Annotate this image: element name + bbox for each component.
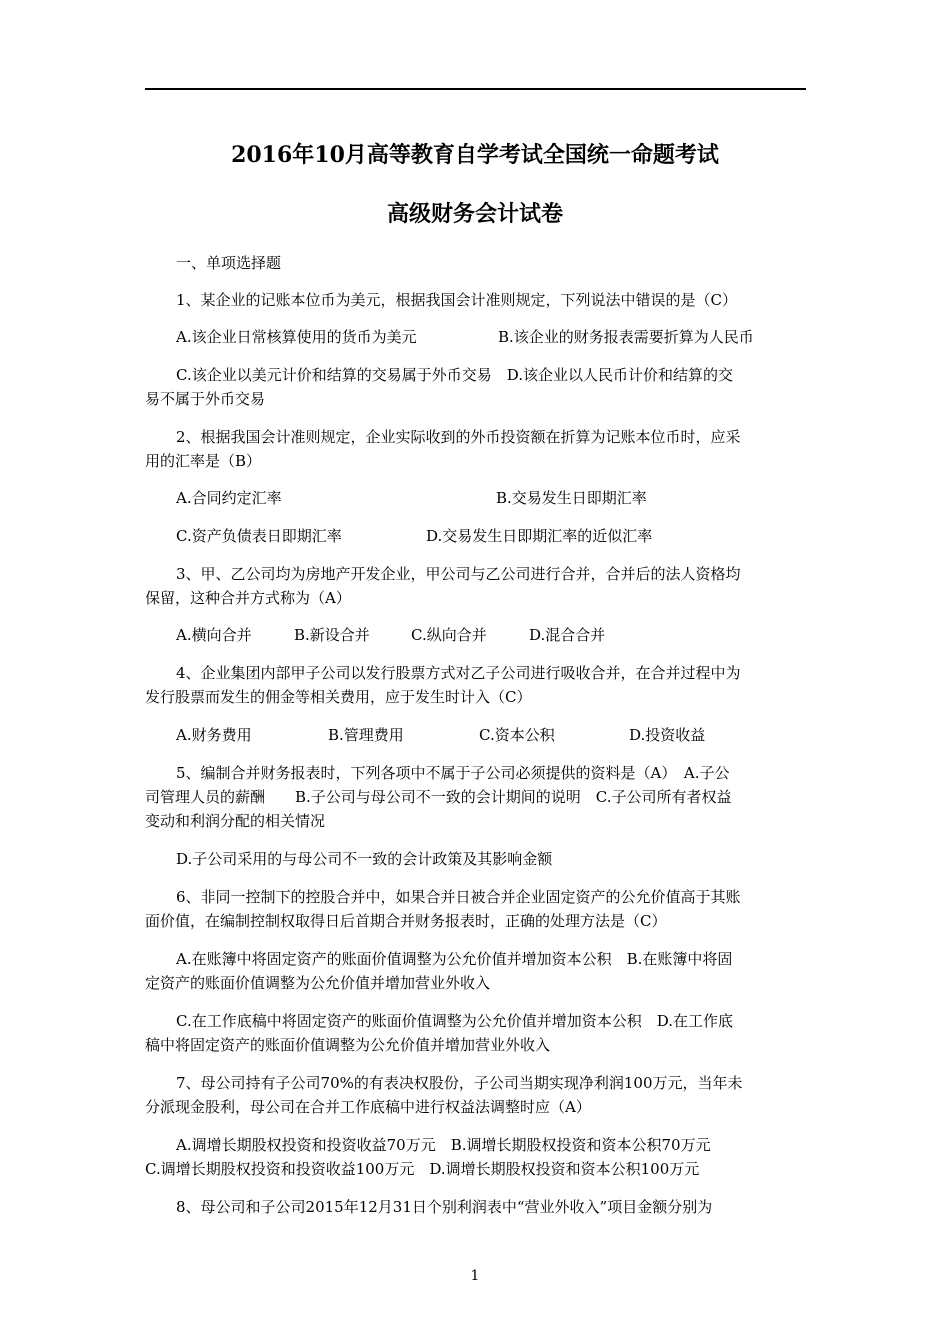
question-4-line1: 4、企业集团内部甲子公司以发行股票方式对乙子公司进行吸收合并，在合并过程中为 [176, 664, 741, 682]
option-3a: A.横向合并 [176, 626, 252, 644]
options-1cd-line2: 易不属于外币交易 [145, 390, 266, 408]
option-4a: A.财务费用 [176, 726, 252, 744]
option-2d: D.交易发生日即期汇率的近似汇率 [426, 527, 653, 545]
options-7ab: A.调增长期股权投资和投资收益70万元 B.调增长期股权投资和资本公积70万元 [176, 1136, 711, 1154]
question-6-line2: 面价值，在编制控制权取得日后首期合并财务报表时，正确的处理方法是（C） [145, 912, 667, 930]
option-1a: A.该企业日常核算使用的货币为美元 [176, 328, 417, 346]
question-6-line1: 6、非同一控制下的控股合并中，如果合并日被合并企业固定资产的公允价值高于其账 [176, 888, 741, 906]
question-1: 1、某企业的记账本位币为美元，根据我国会计准则规定，下列说法中错误的是（C） [176, 291, 738, 309]
option-1b: B.该企业的财务报表需要折算为人民币 [498, 328, 754, 346]
option-3c: C.纵向合并 [411, 626, 487, 644]
question-4-line2: 发行股票而发生的佣金等相关费用，应于发生时计入（C） [145, 688, 532, 706]
question-7-line2: 分派现金股利，母公司在合并工作底稿中进行权益法调整时应（A） [145, 1098, 591, 1116]
question-5-line3: 变动和利润分配的相关情况 [145, 812, 326, 830]
question-2-line2: 用的汇率是（B） [145, 452, 262, 470]
option-5d: D.子公司采用的与母公司不一致的会计政策及其影响金额 [176, 850, 553, 868]
option-4d: D.投资收益 [629, 726, 706, 744]
option-4c: C.资本公积 [479, 726, 555, 744]
section-heading: 一、单项选择题 [176, 254, 282, 272]
header-rule [145, 88, 806, 90]
option-2b: B.交易发生日即期汇率 [496, 489, 647, 507]
option-2c: C.资产负债表日即期汇率 [176, 527, 342, 545]
option-4b: B.管理费用 [328, 726, 404, 744]
question-8-line1: 8、母公司和子公司2015年12月31日个别利润表中“营业外收入”项目金额分别为 [176, 1198, 713, 1216]
options-6cd-line2: 稿中将固定资产的账面价值调整为公允价值并增加营业外收入 [145, 1036, 551, 1054]
question-2-line1: 2、根据我国会计准则规定，企业实际收到的外币投资额在折算为记账本位币时，应采 [176, 428, 741, 446]
option-3b: B.新设合并 [294, 626, 370, 644]
option-2a: A.合同约定汇率 [176, 489, 282, 507]
options-6cd-line1: C.在工作底稿中将固定资产的账面价值调整为公允价值并增加资本公积 D.在工作底 [176, 1012, 733, 1030]
question-3-line2: 保留，这种合并方式称为（A） [145, 589, 351, 607]
question-5-line2: 司管理人员的薪酬 B.子公司与母公司不一致的会计期间的说明 C.子公司所有者权益 [145, 788, 732, 806]
page-number: 1 [470, 1268, 480, 1284]
question-7-line1: 7、母公司持有子公司70%的有表决权股份，子公司当期实现净利润100万元，当年未 [176, 1074, 743, 1092]
options-6ab-line2: 定资产的账面价值调整为公允价值并增加营业外收入 [145, 974, 491, 992]
option-3d: D.混合合并 [529, 626, 606, 644]
options-7cd: C.调增长期股权投资和投资收益100万元 D.调增长期股权投资和资本公积100万元 [145, 1160, 700, 1178]
question-5-line1: 5、编制合并财务报表时，下列各项中不属于子公司必须提供的资料是（A） A.子公 [176, 764, 730, 782]
exam-title: 2016年10月高等教育自学考试全国统一命题考试 [231, 142, 719, 168]
paper-title: 高级财务会计试卷 [386, 201, 563, 227]
question-3-line1: 3、甲、乙公司均为房地产开发企业，甲公司与乙公司进行合并，合并后的法人资格均 [176, 565, 741, 583]
options-1cd-line1: C.该企业以美元计价和结算的交易属于外币交易 D.该企业以人民币计价和结算的交 [176, 366, 733, 384]
options-6ab-line1: A.在账簿中将固定资产的账面价值调整为公允价值并增加资本公积 B.在账簿中将固 [176, 950, 733, 968]
